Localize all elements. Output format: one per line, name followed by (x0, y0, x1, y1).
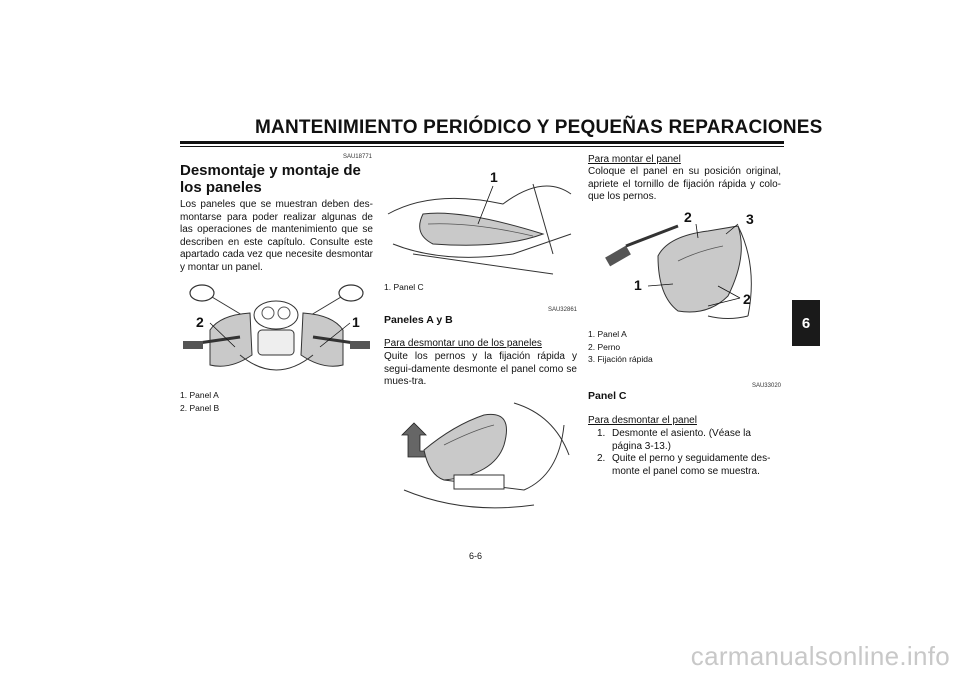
figure-label: 1 (490, 169, 498, 185)
intro-paragraph: Los paneles que se muestran deben des-montarse para poder realizar algunas de las operaciones de mantenimiento que se describen en este capítulo. Consulte este apartado cada vez que necesite desmontar y montar un panel. (180, 199, 373, 273)
section-title: Desmontaje y montaje de los paneles (180, 162, 361, 196)
figure-caption-list (180, 389, 219, 414)
figure-label: 2 (743, 291, 751, 307)
subsection-title: Panel C (588, 390, 627, 402)
section-code: SAU32861 (547, 307, 577, 313)
caption-item: 3. Fijación rápida (588, 354, 653, 364)
figure-label: 1 (634, 277, 642, 293)
procedure-steps (588, 428, 782, 478)
header-rule (180, 141, 784, 144)
page-title: MANTENIMIENTO PERIÓDICO Y PEQUEÑAS REPARACIONES (255, 117, 823, 138)
chapter-tab[interactable]: 6 (792, 300, 820, 346)
procedure-heading: Para montar el panel (588, 154, 681, 165)
procedure-paragraph: Coloque el panel en su posición original, apriete el tornillo de fijación rápida y colo-que los pernos. (588, 166, 781, 202)
section-code: SAU18771 (342, 154, 372, 160)
figure-panel-c (383, 154, 576, 276)
figure-panels-a-b (180, 275, 373, 385)
page-number: 6-6 (469, 551, 483, 561)
procedure-heading: Para desmontar uno de los paneles (384, 338, 542, 349)
figure-label: 1 (352, 314, 360, 330)
figure-caption-list (588, 328, 653, 366)
header-rule-thin (180, 146, 784, 147)
caption-item: 1. Panel A (588, 329, 627, 339)
figure-label: 3 (746, 211, 754, 227)
figure-remove-panel (384, 395, 577, 517)
figure-mount-panel (588, 206, 781, 324)
procedure-heading: Para desmontar el panel (588, 415, 697, 426)
caption-item: 2. Perno (588, 341, 621, 352)
section-code: SAU33020 (751, 383, 781, 389)
figure-label: 2 (196, 314, 204, 330)
figure-label: 2 (684, 209, 692, 225)
caption-item: 1. Panel A (180, 390, 219, 400)
list-item: 1. Desmonte el asiento. (Véase la página 3-13.) (597, 428, 751, 452)
figure-caption: 1. Panel C (384, 282, 424, 292)
watermark[interactable]: carmanualsonline.info (690, 641, 950, 671)
list-item: 2. Quite el perno y seguidamente des-monte el panel como se muestra. (597, 453, 771, 477)
caption-item: 2. Panel B (180, 402, 220, 413)
procedure-paragraph: Quite los pernos y la fijación rápida y segui-damente desmonte el panel como se mues-tra. (384, 351, 577, 387)
subsection-title: Paneles A y B (384, 314, 453, 326)
